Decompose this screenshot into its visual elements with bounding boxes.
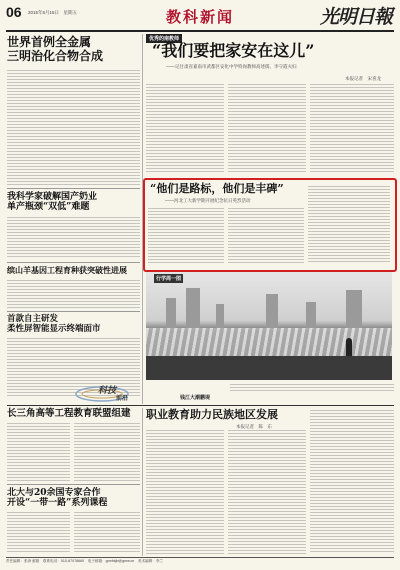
- bottom-left2-col2: [74, 512, 140, 554]
- column-divider: [142, 408, 143, 556]
- boxed-story-col2: [228, 208, 304, 264]
- main-story-kicker: 优秀的南教师: [146, 34, 182, 43]
- divider: [7, 188, 140, 189]
- divider: [7, 311, 140, 312]
- story2-body: [7, 217, 140, 259]
- main-story-col3: [310, 84, 394, 174]
- story1-body: [7, 70, 140, 185]
- photo-building: [346, 290, 362, 328]
- page-number: 06: [6, 4, 22, 20]
- photo-caption: 钱江大潮鹏堤: [180, 395, 211, 401]
- story3-body: [7, 280, 140, 308]
- story1-title: [7, 36, 142, 64]
- story2-title-line2: 单产瓶颈“双低”难题: [7, 202, 90, 213]
- boxed-story-col3: [308, 186, 390, 264]
- main-story-col1: [146, 84, 224, 174]
- divider: [7, 262, 140, 263]
- page-footer: 责任编辑：张涛 邮箱 联系电话：010-67078660 电子邮箱：gmrbkjb@gmw.cn 美术编辑：李兰: [6, 557, 394, 567]
- bottom-left-col2: [74, 423, 140, 481]
- photo-shore: [146, 356, 392, 380]
- bottom-left-title2-line1: 北大与20余国专家合作: [7, 488, 101, 498]
- boxed-story-subtitle: ——河北工大新学期开展纪念抗日英烈活动: [165, 198, 251, 203]
- story1-title-line2: 三明治化合物合成: [7, 48, 104, 63]
- boxed-story-title: “他们是路标，他们是丰碑”: [150, 182, 284, 195]
- newspaper-masthead: 光明日報: [319, 6, 392, 28]
- bottom-right-byline: 本报记者 陈 东: [236, 424, 272, 429]
- bottom-left-col1: [7, 423, 70, 481]
- photo-building: [266, 294, 278, 328]
- bottom-right-title: 职业教育助力民族地区发展: [146, 408, 278, 421]
- photo-caption-text: [230, 384, 394, 392]
- tidal-bore-photo: [146, 272, 392, 380]
- bottom-right-col3: [310, 410, 394, 554]
- story2-title: [7, 192, 142, 213]
- story3-title: 缤山羊基因工程育种获突破性进展: [7, 265, 127, 275]
- science-logo-line1: 科技: [98, 386, 117, 396]
- bottom-left2-col1: [7, 512, 70, 554]
- photo-person: [346, 338, 352, 356]
- main-story-title: “我们要把家安在这儿”: [152, 41, 315, 60]
- section-divider: [7, 405, 394, 406]
- bottom-left-title: 长三角高等工程教育联盟组建: [7, 408, 131, 419]
- main-story-byline: 本报记者 宋喜龙: [345, 76, 381, 81]
- story4-title-line2: 柔性屏智能显示终端面市: [7, 323, 101, 334]
- page-header: [6, 4, 394, 32]
- photo-badge: 行学周一图: [156, 276, 182, 282]
- section-title: 教科新闻: [166, 8, 235, 26]
- main-story-col2: [228, 84, 306, 174]
- photo-wave: [146, 328, 392, 358]
- story4-title-line1: 首款自主研发: [7, 314, 59, 324]
- photo-building: [306, 302, 316, 328]
- bottom-left-title2-line2: 开设“一带一路”系列课程: [7, 498, 108, 509]
- issue-date: 2015年5月15日 星期五: [28, 10, 78, 15]
- divider: [7, 484, 140, 485]
- bottom-right-col2: [228, 430, 306, 554]
- story4-title: [7, 315, 142, 335]
- story1-title-line1: 世界首例全金属: [7, 35, 92, 49]
- science-logo-line2: 前沿: [116, 395, 129, 402]
- story2-title-line1: 我科学家破解国产奶业: [7, 192, 98, 202]
- bottom-right-col1: [146, 430, 224, 554]
- main-story-subtitle: ——记甘肃省嘉南市武都区安化中学特岗教师高述儒、李守霞夫妇: [166, 64, 297, 69]
- boxed-story-col1: [148, 208, 224, 264]
- science-frontier-logo: [72, 382, 144, 404]
- photo-building: [186, 288, 200, 328]
- bottom-left-title2: [7, 488, 142, 509]
- photo-building: [216, 304, 224, 328]
- photo-building: [166, 298, 176, 328]
